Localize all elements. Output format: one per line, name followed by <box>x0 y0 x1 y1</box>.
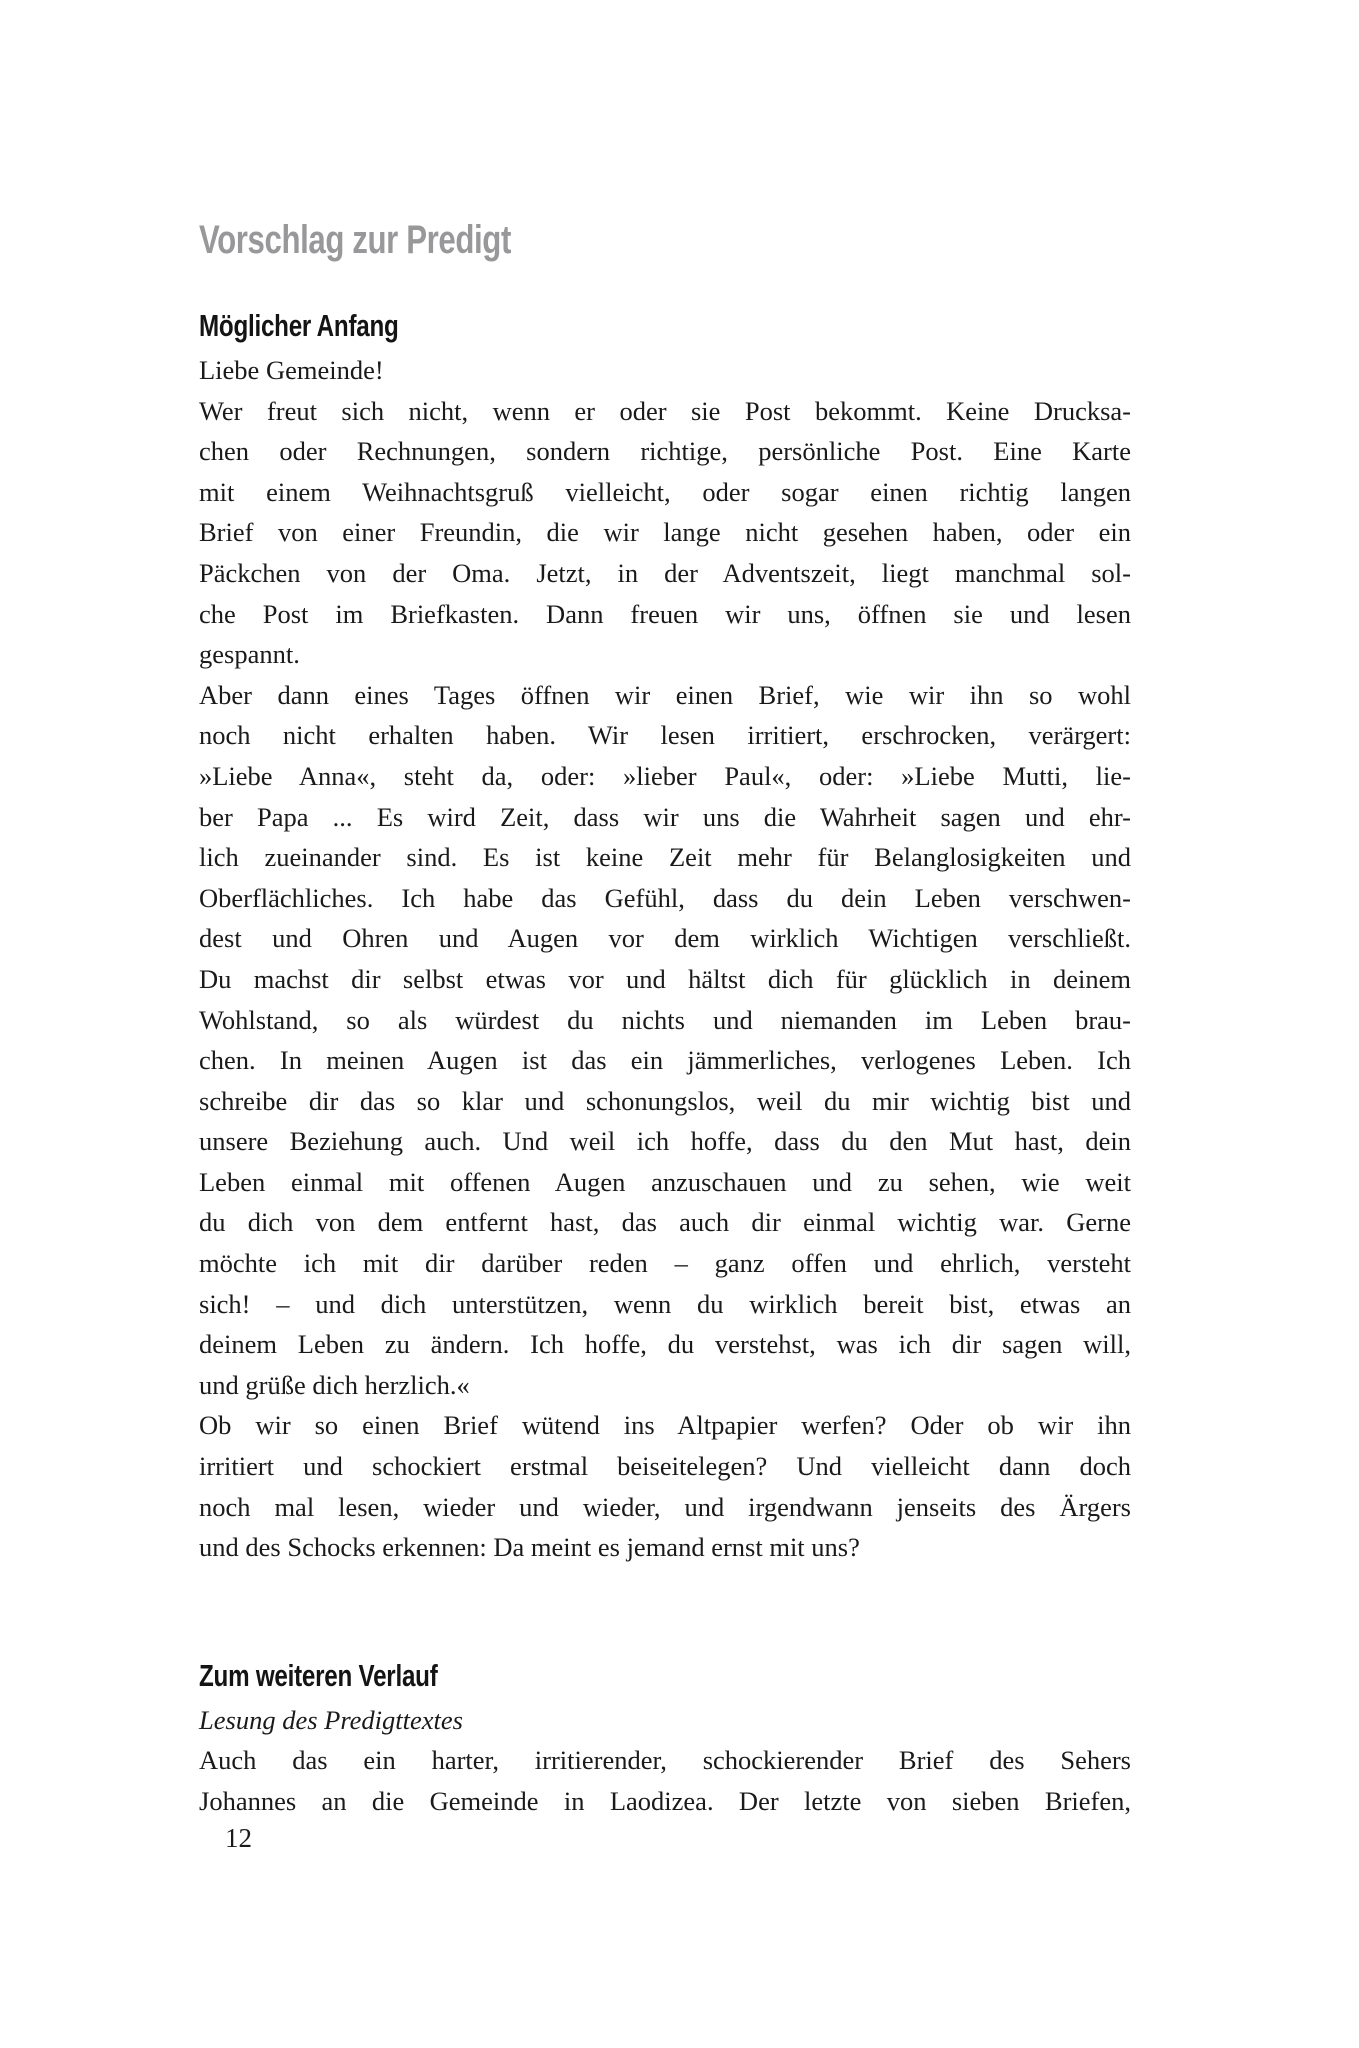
subheading-italic: Lesung des Predigttextes <box>199 1704 463 1735</box>
body-line: Auch das ein harter, irritierender, schockierender Brief des Sehers <box>199 1745 1131 1776</box>
body-line: unsere Beziehung auch. Und weil ich hoffe, dass du den Mut hast, dein <box>199 1126 1131 1157</box>
body-line: irritiert und schockiert erstmal beiseitelegen? Und vielleicht dann doch <box>199 1451 1131 1482</box>
body-line: chen oder Rechnungen, sondern richtige, persönliche Post. Eine Karte <box>199 436 1131 467</box>
body-line: che Post im Briefkasten. Dann freuen wir uns, öffnen sie und lesen <box>199 598 1131 629</box>
section-heading-text: Möglicher Anfang <box>199 308 399 343</box>
body-line: lich zueinander sind. Es ist keine Zeit mehr für Belanglosigkeiten und <box>199 842 1131 873</box>
section-moeglicher-anfang <box>199 308 1131 1568</box>
body-line: Liebe Gemeinde! <box>199 355 384 385</box>
body-line: deinem Leben zu ändern. Ich hoffe, du verstehst, was ich dir sagen will, <box>199 1329 1131 1360</box>
body-line: mit einem Weihnachtsgruß vielleicht, oder sogar einen richtig langen <box>199 476 1131 507</box>
body-line: Aber dann eines Tages öffnen wir einen Brief, wie wir ihn so wohl <box>199 679 1131 710</box>
body-line: Du machst dir selbst etwas vor und hältst dich für glücklich in deinem <box>199 963 1131 994</box>
section-heading <box>199 308 1131 344</box>
page-title-text: Vorschlag zur Predigt <box>199 218 511 262</box>
page-number: 12 <box>225 1823 252 1853</box>
body-line: Wohlstand, so als würdest du nichts und niemanden im Leben brau- <box>199 1004 1131 1035</box>
section-heading-text: Zum weiteren Verlauf <box>199 1657 438 1693</box>
body-line: noch nicht erhalten haben. Wir lesen irritiert, erschrocken, verärgert: <box>199 720 1131 751</box>
page-title <box>199 218 1131 262</box>
body-line: Wer freut sich nicht, wenn er oder sie Post bekommt. Keine Drucksa- <box>199 395 1131 426</box>
body-line: Brief von einer Freundin, die wir lange nicht gesehen haben, oder ein <box>199 517 1131 548</box>
body-line: schreibe dir das so klar und schonungslos, weil du mir wichtig bist und <box>199 1085 1131 1116</box>
body-line: chen. In meinen Augen ist das ein jämmerliches, verlogenes Leben. Ich <box>199 1045 1131 1076</box>
body-line: ber Papa ... Es wird Zeit, dass wir uns die Wahrheit sagen und ehr- <box>199 801 1131 832</box>
section-zum-weiteren-verlauf <box>199 1658 1131 1822</box>
body-line: Johannes an die Gemeinde in Laodizea. Der letzte von sieben Briefen, <box>199 1786 1131 1816</box>
body-line: gespannt. <box>199 639 300 670</box>
page-content <box>199 218 1131 1822</box>
section-heading <box>199 1658 1131 1694</box>
sections-container <box>199 308 1131 1822</box>
body-line: Päckchen von der Oma. Jetzt, in der Adventszeit, liegt manchmal sol- <box>199 557 1131 588</box>
body-line: Ob wir so einen Brief wütend ins Altpapier werfen? Oder ob wir ihn <box>199 1410 1131 1441</box>
body-line: sich! – und dich unterstützen, wenn du wirklich bereit bist, etwas an <box>199 1288 1131 1319</box>
body-line: möchte ich mit dir darüber reden – ganz offen und ehrlich, versteht <box>199 1248 1131 1279</box>
body-line: »Liebe Anna«, steht da, oder: »lieber Paul«, oder: »Liebe Mutti, lie- <box>199 760 1131 791</box>
body-line: Leben einmal mit offenen Augen anzuschauen und zu sehen, wie weit <box>199 1166 1131 1197</box>
body-line: dest und Ohren und Augen vor dem wirklich Wichtigen verschließt. <box>199 923 1131 954</box>
body-line: du dich von dem entfernt hast, das auch dir einmal wichtig war. Gerne <box>199 1207 1131 1238</box>
body-line: Oberflächliches. Ich habe das Gefühl, dass du dein Leben verschwen- <box>199 882 1131 913</box>
body-line: und grüße dich herzlich.« <box>199 1369 470 1400</box>
body-line: noch mal lesen, wieder und wieder, und irgendwann jenseits des Ärgers <box>199 1491 1131 1522</box>
body-line: und des Schocks erkennen: Da meint es jemand ernst mit uns? <box>199 1532 860 1563</box>
